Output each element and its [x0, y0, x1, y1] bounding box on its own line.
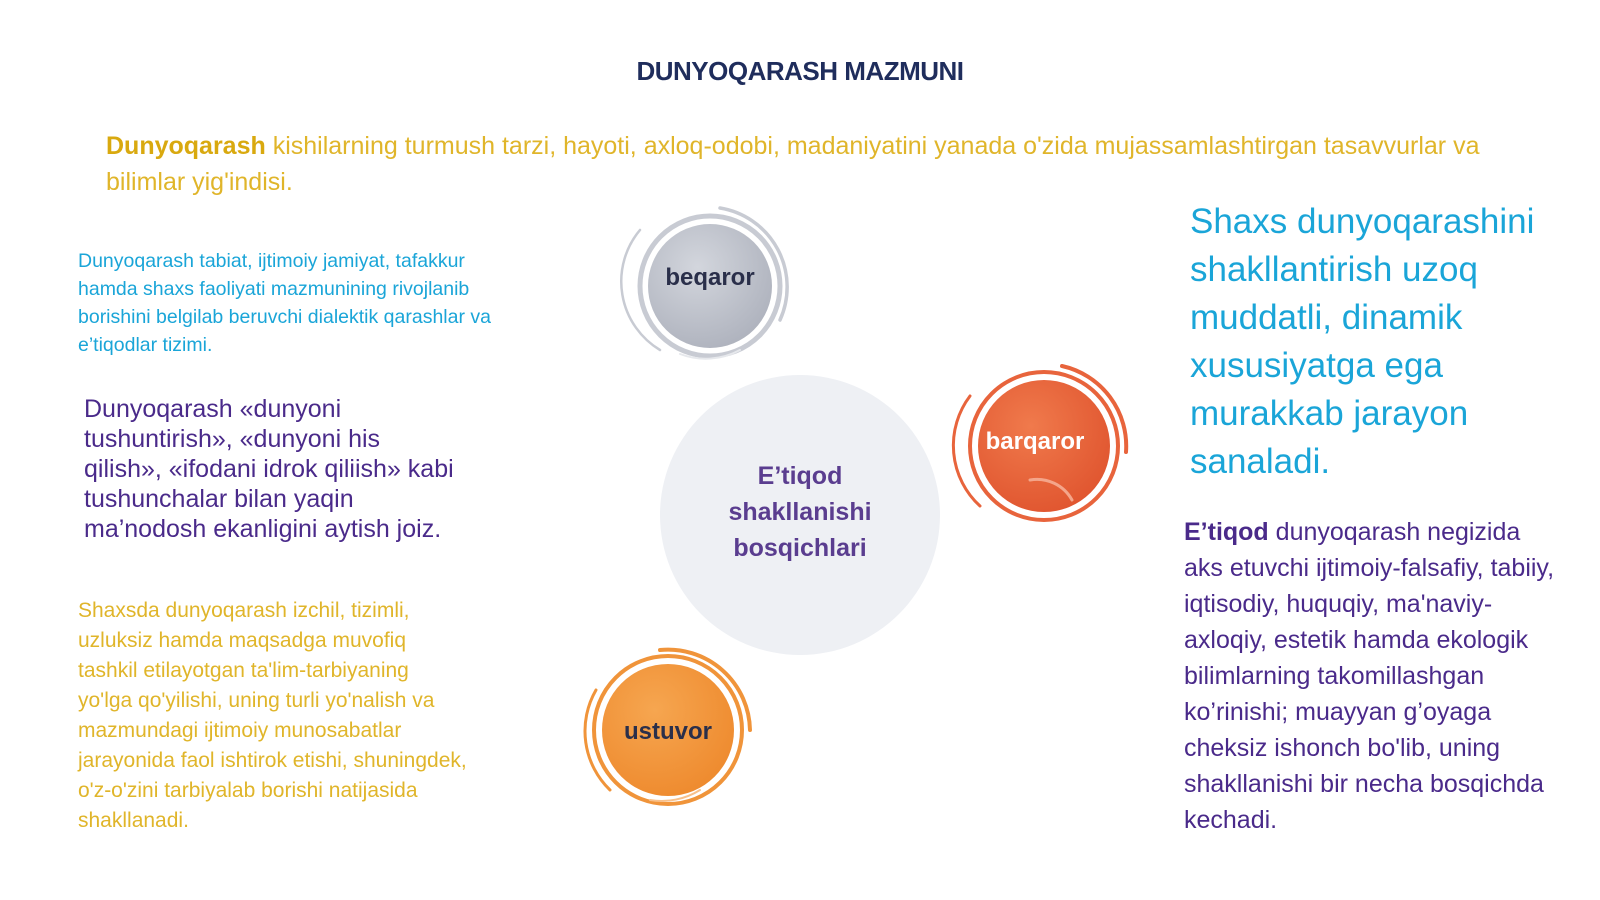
- belief-text: dunyoqarash negizida aks etuvchi ijtimoiy-falsafiy, tabiiy, iqtisodiy, huquqiy, ma'naviy-axloqiy, estetik hamda ekologik bilimlarning takomillashgan ko’rinishi; muayyan g’oyaga cheksiz ishonch bo'lib, uning shakllanishi bir necha bosqichda kechadi.: [1184, 518, 1555, 834]
- belief-keyword: E’tiqod: [1184, 518, 1269, 546]
- center-label-line3: bosqichlari: [733, 534, 867, 562]
- synonym-paragraph: Dunyoqarash «dunyoni tushuntirish», «dunyoni his qilish», «ifodani idrok qiliish» kabi tushunchalar bilan yaqin ma’nodosh ekanligini aytish joiz.: [84, 395, 454, 543]
- node-beqaror-label: beqaror: [665, 264, 755, 291]
- intro-text: kishilarning turmush tarzi, hayoti, axloq-odobi, madaniyatini yanada o'zida mujassamlashtirgan tasavvurlar va bilimlar yig'indisi.: [106, 132, 1480, 196]
- center-label-line2: shakllanishi: [728, 498, 872, 526]
- center-label: [680, 458, 920, 566]
- definition-paragraph: Dunyoqarash tabiat, ijtimoiy jamiyat, tafakkur hamda shaxs faoliyati mazmunining rivojlanib borishini belgilab beruvchi dialektik qarashlar va e’tiqodlar tizimi.: [78, 250, 491, 356]
- center-label-line1: E’tiqod: [757, 462, 843, 490]
- slide-title: DUNYOQARASH MAZMUNI: [636, 56, 964, 86]
- intro-keyword: Dunyoqarash: [106, 132, 266, 160]
- node-barqaror-label: barqaror: [985, 428, 1085, 455]
- process-paragraph: Shaxs dunyoqarashini shakllantirish uzoq muddatli, dinamik xususiyatga ega murakkab jarayon sanaladi.: [1190, 202, 1535, 481]
- node-ustuvor-label: ustuvor: [623, 718, 712, 745]
- formation-paragraph: Shaxsda dunyoqarash izchil, tizimli, uzluksiz hamda maqsadga muvofiq tashkil etilayotgan ta'lim-tarbiyaning yo'lga qo'yilishi, uning turli yo'nalish va mazmundagi ijtimoiy munosabatlar jarayonida faol ishtirok etishi, shuningdek, o'z-o'zini tarbiyalab borishi natijasida shakllanadi.: [78, 599, 467, 832]
